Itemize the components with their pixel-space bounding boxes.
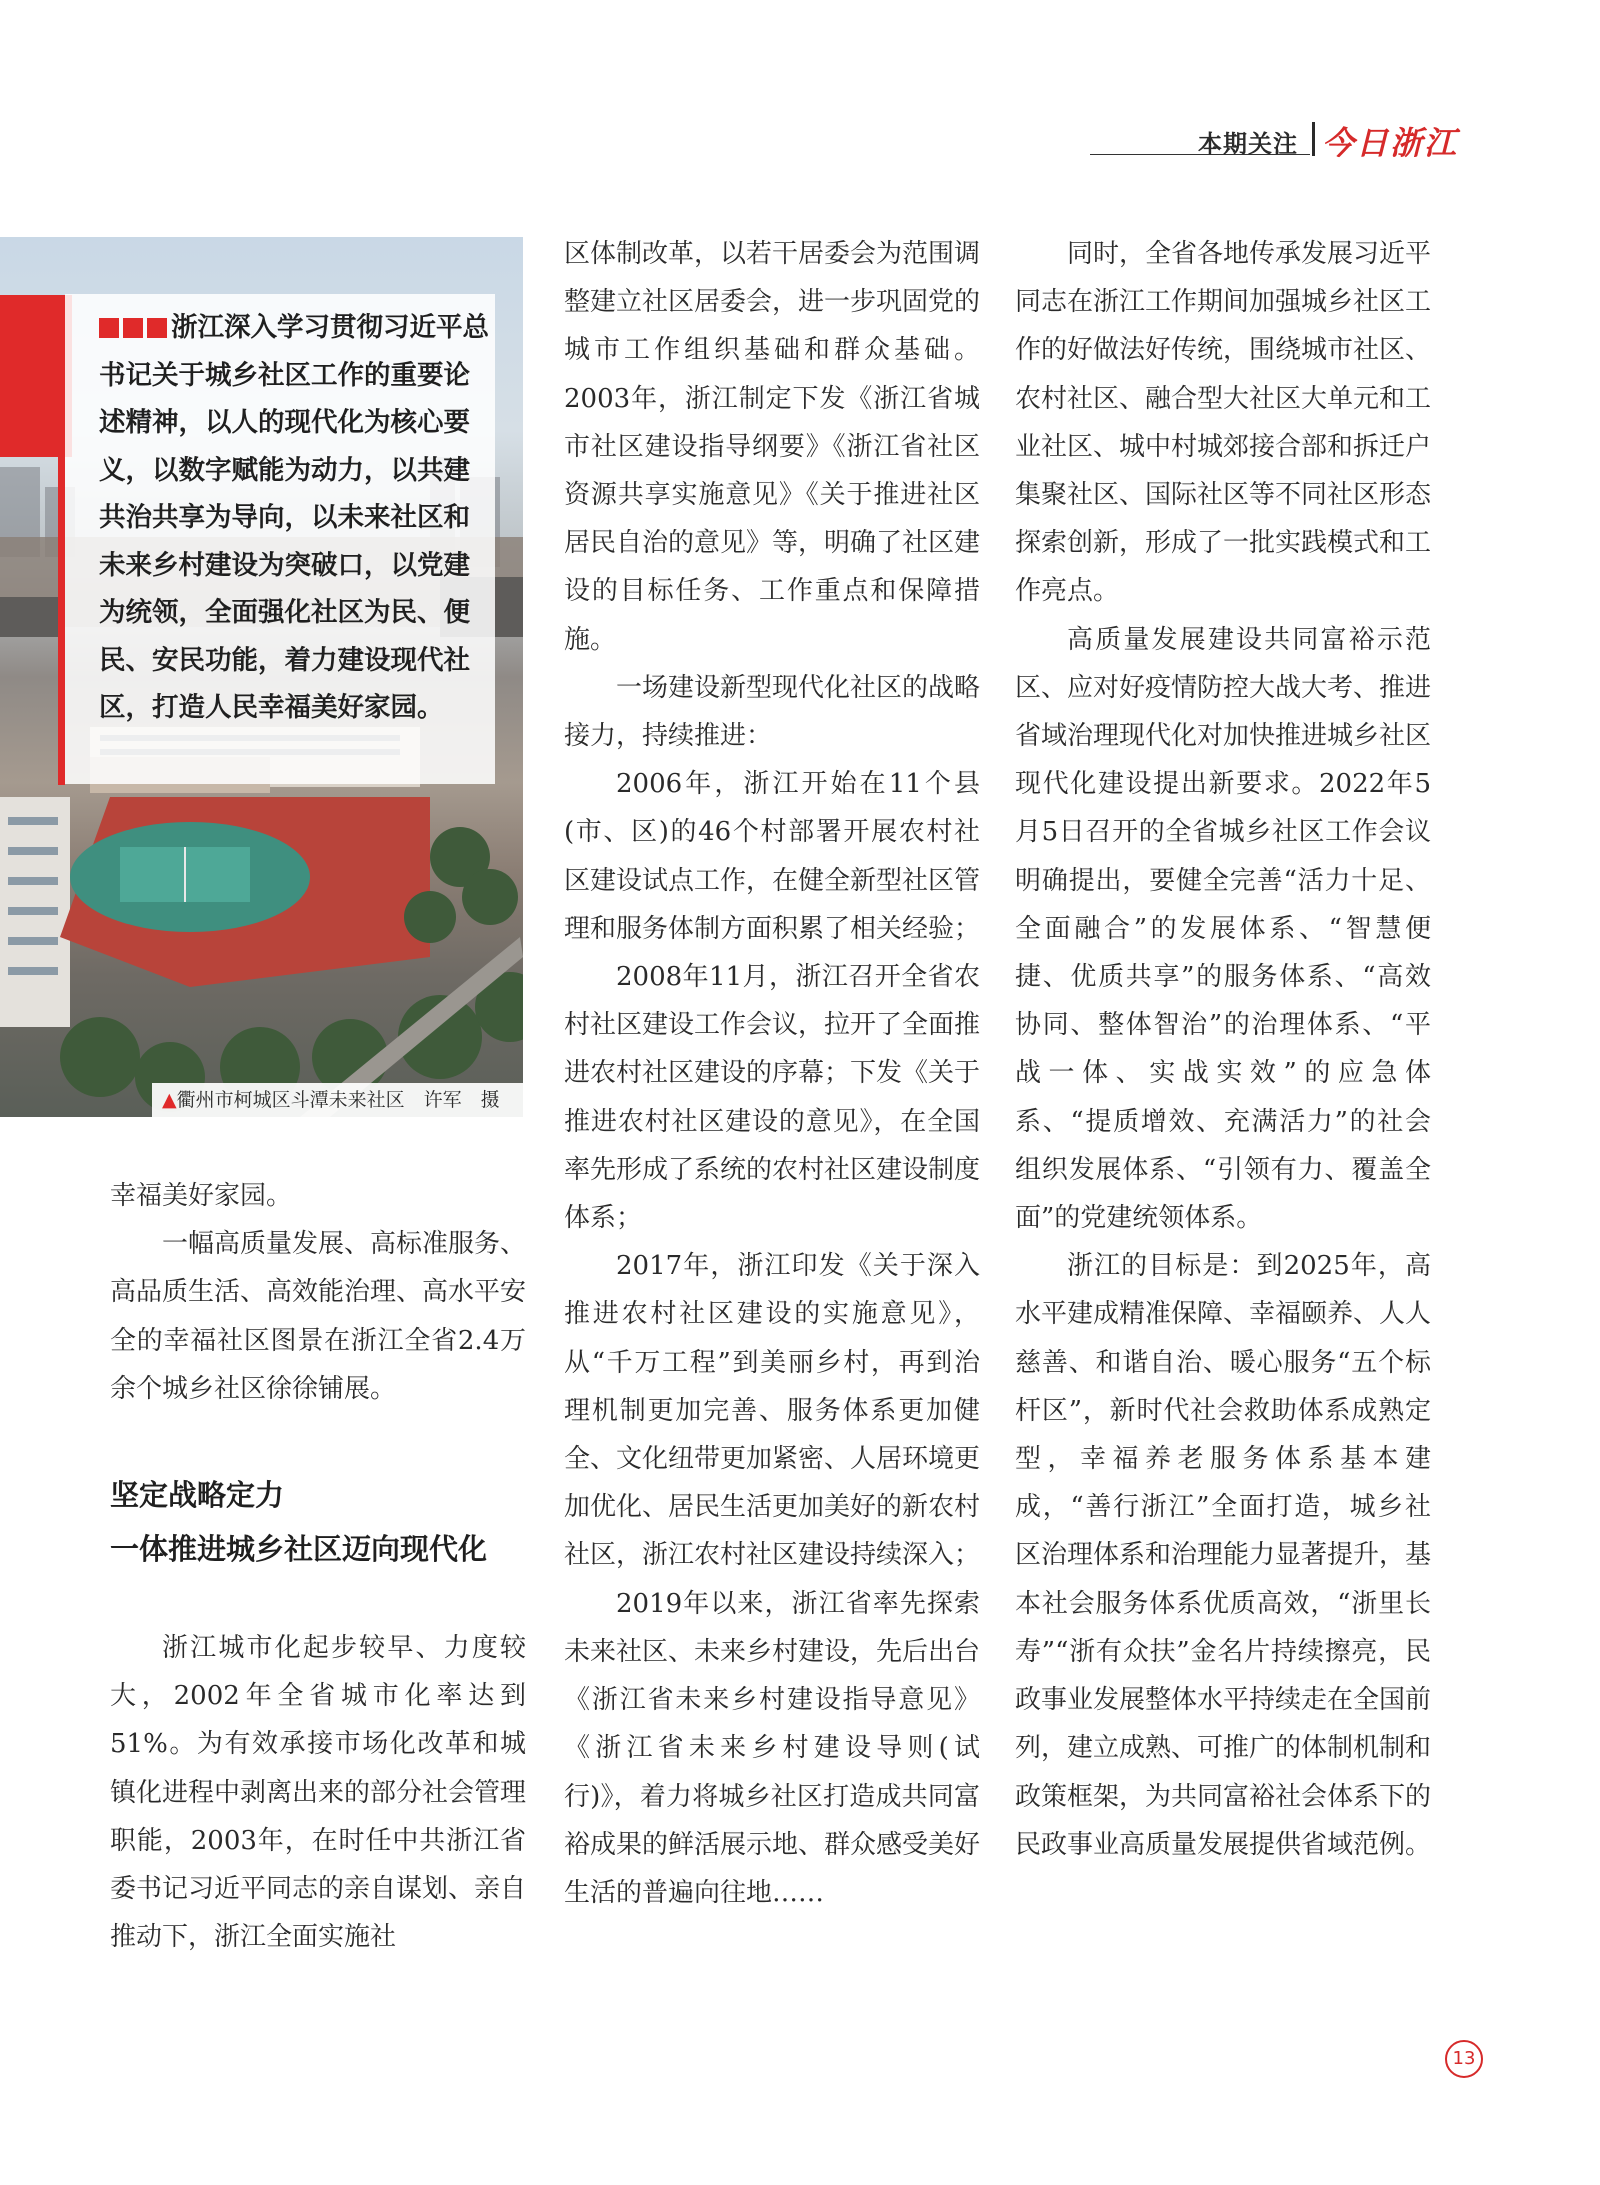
magazine-logo: 今日浙江 [1322, 124, 1459, 162]
heading-line-1: 坚定战略定力 [110, 1478, 285, 1512]
paragraph: 浙江城市化起步较早、力度较大，2002年全省城市化率达到51%。为有效承接市场化改革和城镇化进程中剥离出来的部分社会管理职能，2003年，在时任中共浙江省委书记习近平同志的亲自谋划、亲自推动下，浙江全面实施社 [110, 1633, 527, 1953]
bullet-square-icon [147, 318, 167, 338]
intro-summary [65, 294, 495, 784]
section-heading [110, 1468, 487, 1576]
accent-line [58, 295, 65, 785]
paragraph: 2019年以来，浙江省率先探索未来社区、未来乡村建设，先后出台《浙江省未来乡村建设指导意见》《浙江省未来乡村建设导则(试行)》，着力将城乡社区打造成共同富裕成果的鲜活展示地、群众感受美好生活的普遍向往地…… [564, 1588, 981, 1908]
triangle-marker-icon: ▲ [162, 1089, 177, 1111]
photo-credit: 许军 摄 [423, 1089, 500, 1111]
paragraph: 2008年11月，浙江召开全省农村社区建设工作会议，拉开了全面推进农村社区建设的序幕；下发《关于推进农村社区建设的意见》，在全国率先形成了系统的农村社区建设制度体系； [564, 962, 981, 1234]
page-number: 13 [1445, 2040, 1483, 2078]
section-title: 本期关注 [1198, 130, 1298, 158]
paragraph: 2017年，浙江印发《关于深入推进农村社区建设的实施意见》，从“千万工程”到美丽乡村，再到治理机制更加完善、服务体系更加健全、文化纽带更加紧密、人居环境更加优化、居民生活更加美好的新农村社区，浙江农村社区建设持续深入； [564, 1251, 981, 1571]
paragraph: 一幅高质量发展、高标准服务、高品质生活、高效能治理、高水平安全的幸福社区图景在浙江全省2.4万余个城乡社区徐徐铺展。 [110, 1229, 527, 1404]
paragraph: 区体制改革，以若干居委会为范围调整建立社区居委会，进一步巩固党的城市工作组织基础和群众基础。2003年，浙江制定下发《浙江省城市社区建设指导纲要》《浙江省社区资源共享实施意见》《关于推进社区居民自治的意见》等，明确了社区建设的目标任务、工作重点和保障措施。 [564, 239, 981, 655]
column-1-top [110, 1172, 526, 1413]
heading-line-2: 一体推进城乡社区迈向现代化 [110, 1532, 488, 1566]
header-divider [1312, 122, 1315, 156]
paragraph: 浙江的目标是：到2025年，高水平建成精准保障、幸福颐养、人人慈善、和谐自治、暖心服务“五个标杆区”，新时代社会救助体系成熟定型，幸福养老服务体系基本建成，“善行浙江”全面打造，城乡社区治理体系和治理能力显著提升，基本社会服务体系优质高效，“浙里长寿”“浙有众扶”金名片持续擦亮，民政事业发展整体水平持续走在全国前列，建立成熟、可推广的体制机制和政策框架，为共同富裕社会体系下的民政事业高质量发展提供省域范例。 [1015, 1251, 1432, 1860]
photo-caption [152, 1083, 523, 1117]
bullet-square-icon [99, 318, 119, 338]
paragraph: 一场建设新型现代化社区的战略接力，持续推进： [564, 672, 981, 752]
caption-text: 衢州市柯城区斗潭未来社区 [176, 1089, 405, 1111]
column-1-bottom [110, 1624, 526, 1961]
paragraph: 高质量发展建设共同富裕示范区、应对好疫情防控大战大考、推进省域治理现代化对加快推进城乡社区现代化建设提出新要求。2022年5月5日召开的全省城乡社区工作会议明确提出，要健全完善“活力十足、全面融合”的发展体系、“智慧便捷、优质共享”的服务体系、“高效协同、整体智治”的治理体系、“平战一体、实战实效”的应急体系、“提质增效、充满活力”的社会组织发展体系、“引领有力、覆盖全面”的党建统领体系。 [1015, 624, 1432, 1234]
intro-text: 浙江深入学习贯彻习近平总书记关于城乡社区工作的重要论述精神，以人的现代化为核心要义，以数字赋能为动力，以共建共治共享为导向，以未来社区和未来乡村建设为突破口，以党建为统领，全面强化社区为民、便民、安民功能，着力建设现代社区，打造人民幸福美好家园。 [99, 312, 489, 723]
column-2 [564, 230, 980, 1917]
paragraph: 同时，全省各地传承发展习近平同志在浙江工作期间加强城乡社区工作的好做法好传统，围绕城市社区、农村社区、融合型大社区大单元和工业社区、城中村城郊接合部和拆迁户集聚社区、国际社区等不同社区形态探索创新，形成了一批实践模式和工作亮点。 [1015, 239, 1432, 607]
column-3 [1015, 230, 1431, 1869]
bullet-square-icon [123, 318, 143, 338]
paragraph: 2006年，浙江开始在11个县(市、区)的46个村部署开展农村社区建设试点工作，在健全新型社区管理和服务体制方面积累了相关经验； [564, 769, 981, 944]
paragraph: 幸福美好家园。 [110, 1181, 293, 1211]
